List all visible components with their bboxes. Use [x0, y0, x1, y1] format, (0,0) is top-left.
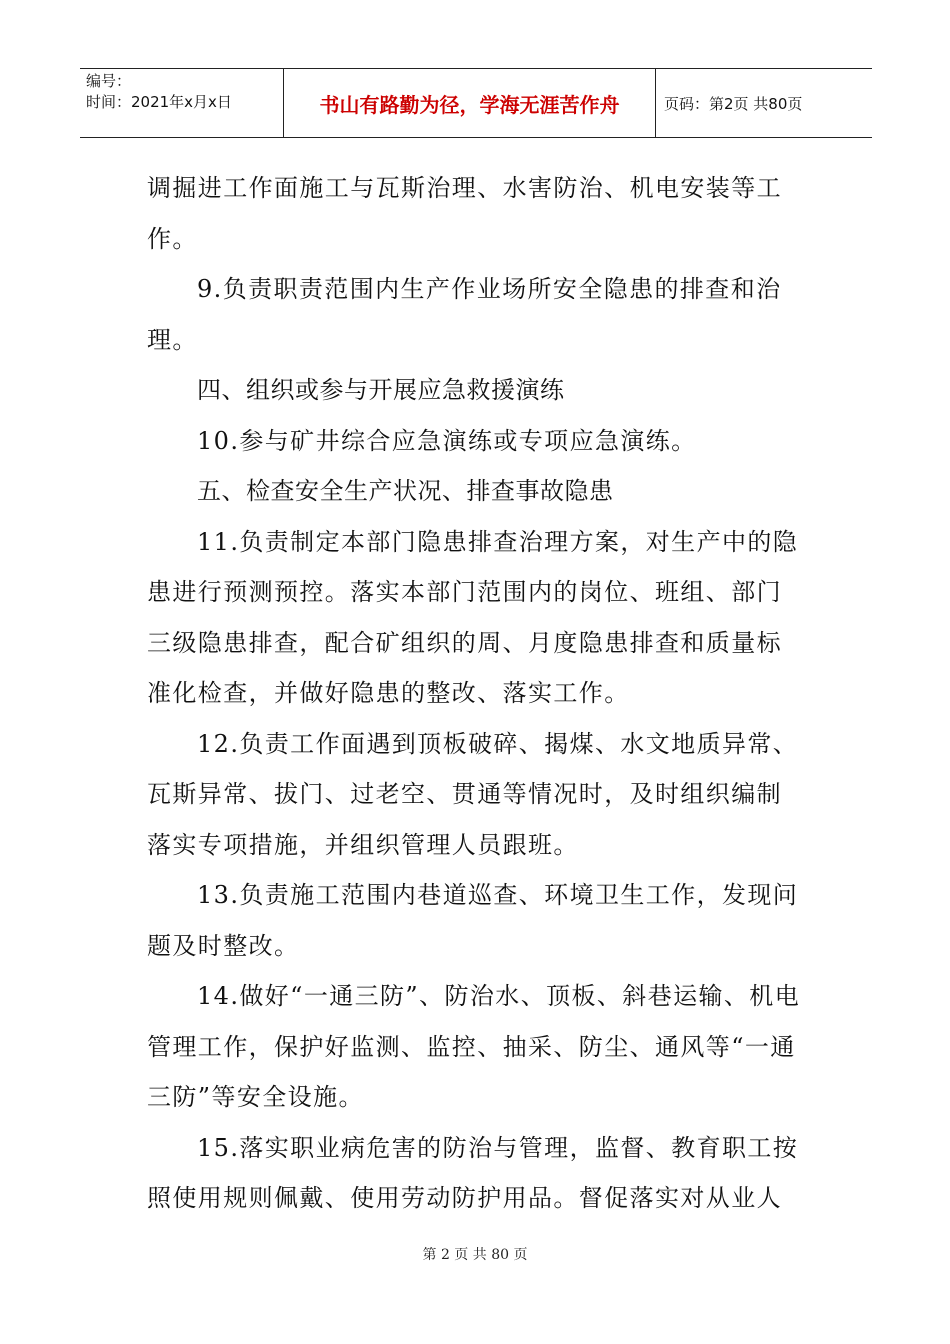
paragraph-item-12: 12.负责工作面遇到顶板破碎、揭煤、水文地质异常、瓦斯异常、拔门、过老空、贯通等情况时，及时组织编制落实专项措施，并组织管理人员跟班。	[147, 729, 799, 859]
document-body	[147, 163, 807, 1224]
header-table	[80, 68, 872, 138]
paragraph-item-14: 14.做好“一通三防”、防治水、顶板、斜巷运输、机电管理工作，保护好监测、监控、抽采、防尘、通风等“一通三防”等安全设施。	[147, 982, 801, 1111]
header-page-cell	[656, 69, 872, 137]
paragraph-item-11: 11.负责制定本部门隐患排查治理方案，对生产中的隐患进行预测预控。落实本部门范围内的岗位、班组、部门三级隐患排查，配合矿组织的周、月度隐患排查和质量标准化检查，并做好隐患的整改、落实工作。	[147, 527, 799, 707]
paragraph-item-9: 9.负责职责范围内生产作业场所安全隐患的排查和治理。	[147, 275, 782, 354]
header-left-cell	[80, 69, 284, 137]
paragraph-item-13: 13.负责施工范围内巷道巡查、环境卫生工作，发现问题及时整改。	[147, 881, 799, 960]
page-footer	[0, 1244, 950, 1264]
section-heading-5: 五、检查安全生产状况、排查事故隐患	[197, 477, 614, 505]
motto-text: 书山有路勤为径，学海无涯苦作舟	[319, 92, 620, 117]
paragraph-continuation: 调掘进工作面施工与瓦斯治理、水害防治、机电安装等工作。	[147, 174, 782, 253]
footer-page-number: 第 2 页 共 80 页	[422, 1247, 528, 1263]
time-label: 时间：2021年x月x日	[86, 93, 232, 111]
number-label: 编号：	[86, 72, 132, 90]
header-motto-cell	[284, 69, 656, 137]
section-heading-4: 四、组织或参与开展应急救援演练	[197, 376, 565, 404]
paragraph-item-15: 15.落实职业病危害的防治与管理，监督、教育职工按照使用规则佩戴、使用劳动防护用品。督促落实对从业人	[147, 1133, 799, 1212]
paragraph-item-10: 10.参与矿井综合应急演练或专项应急演练。	[197, 426, 697, 455]
page-info: 页码：第2页 共80页	[664, 94, 803, 113]
